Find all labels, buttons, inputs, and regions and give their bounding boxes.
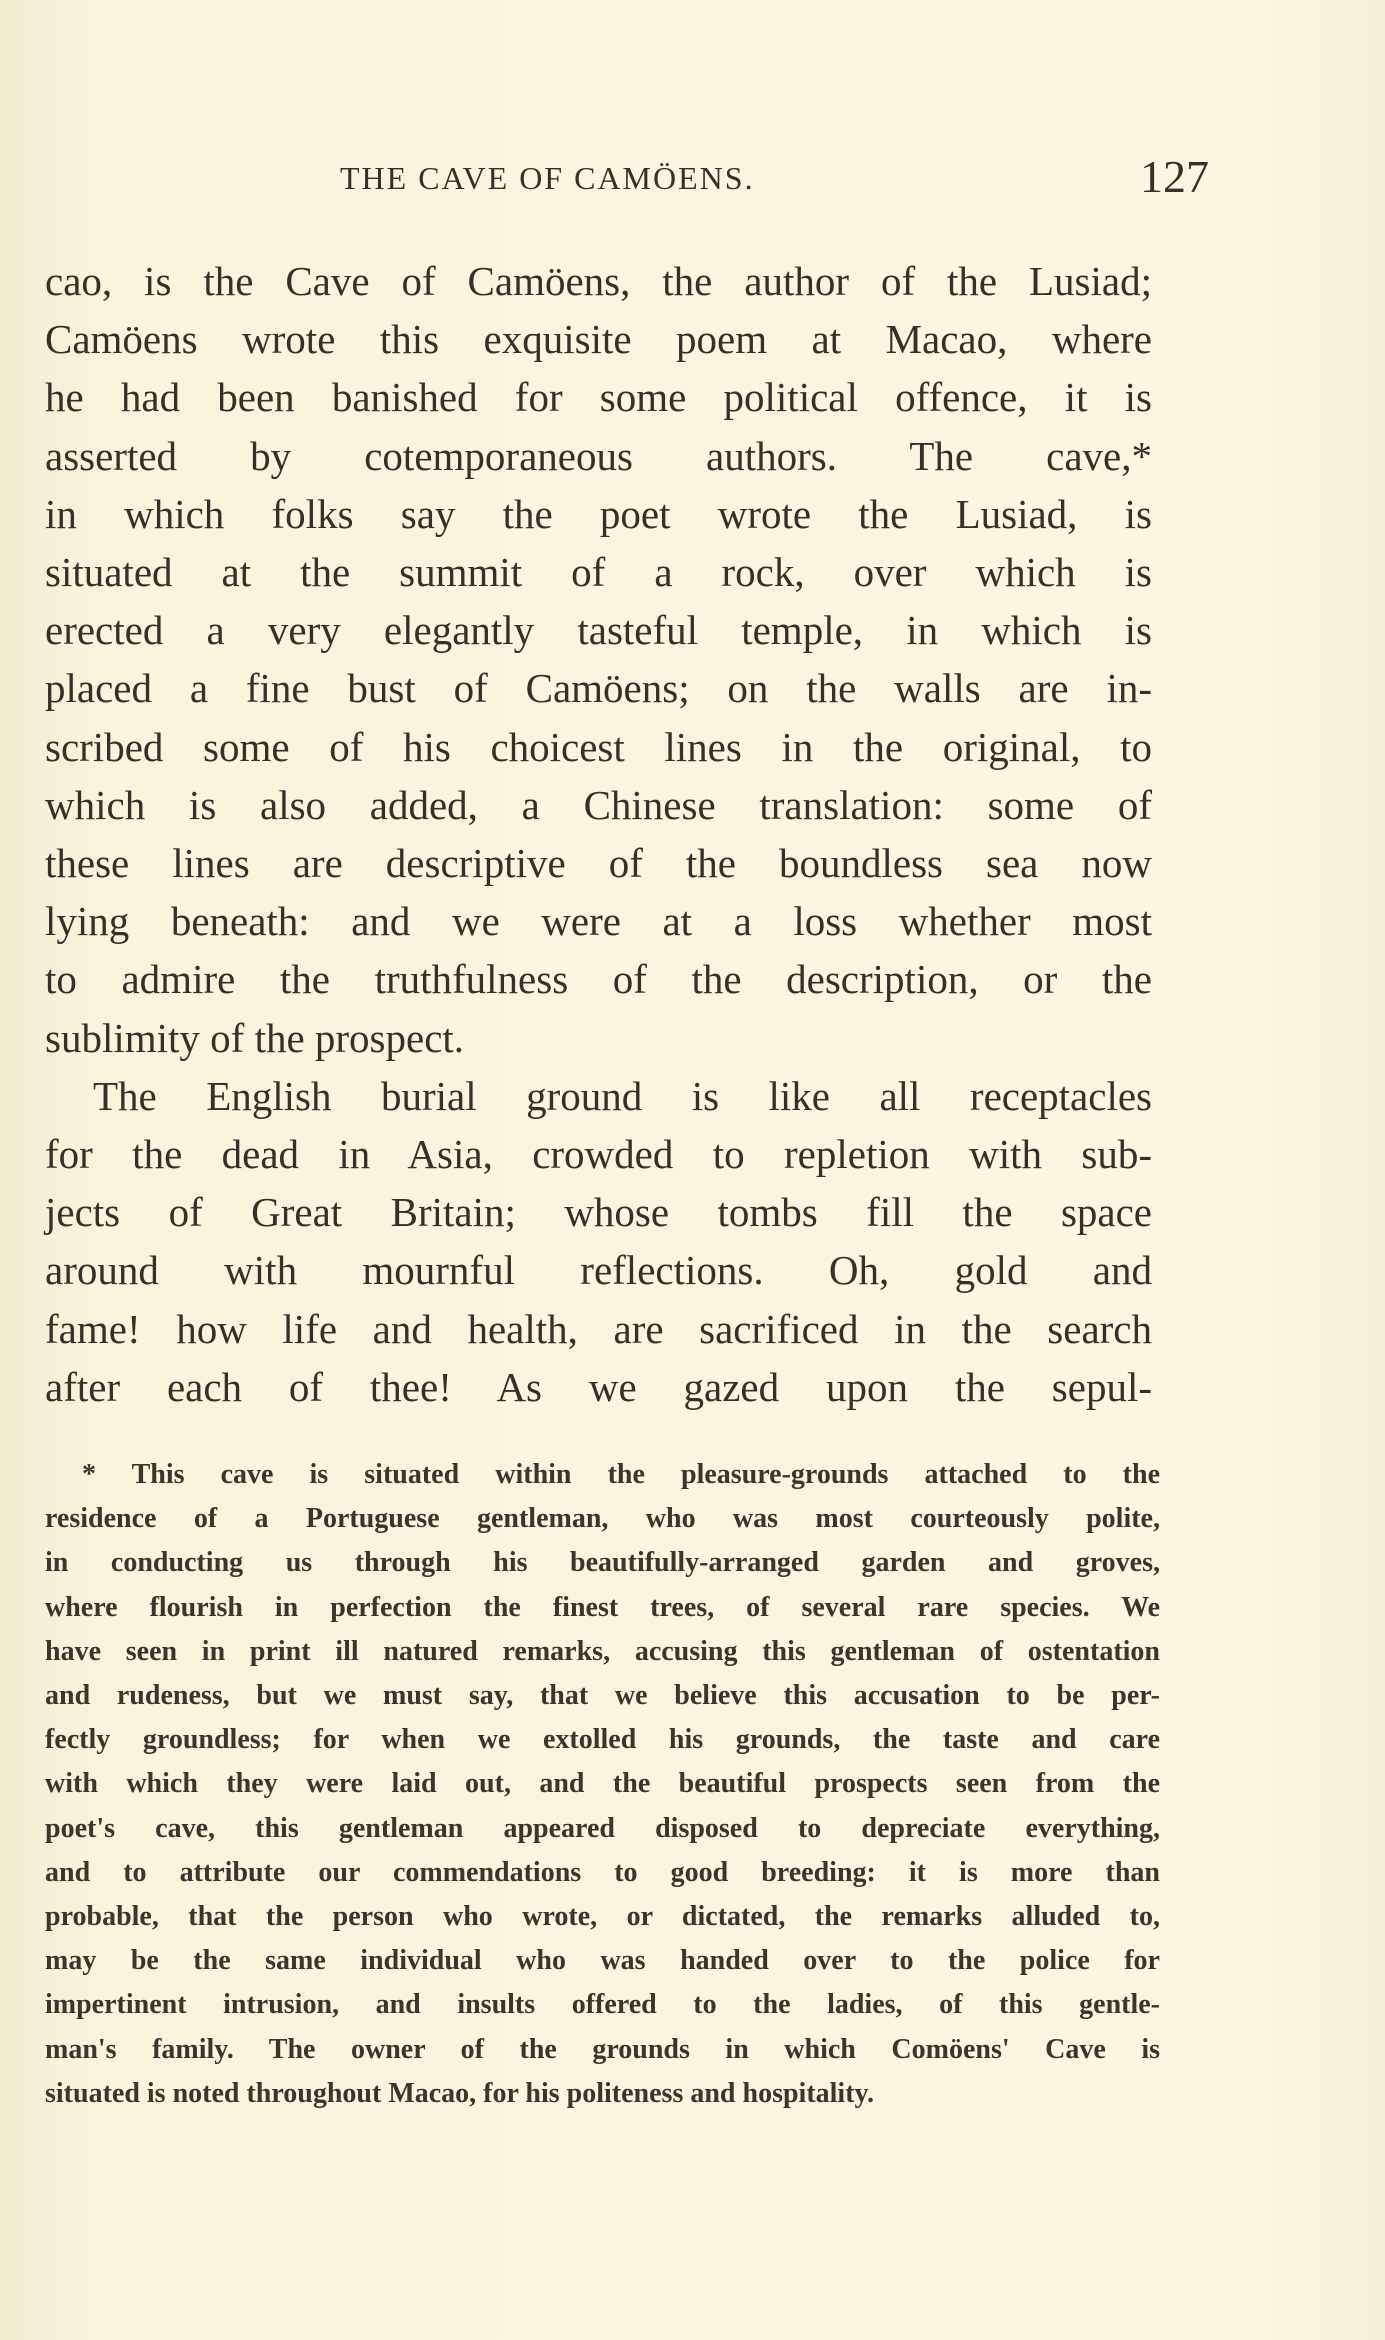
footnote-line: residence of a Portuguese gentleman, who was most courteously polite,	[45, 1503, 1160, 1535]
footnote-line: in conducting us through his beautifully-arranged garden and groves,	[45, 1547, 1160, 1579]
body-line: cao, is the Cave of Camöens, the author of the Lusiad;	[45, 258, 1152, 304]
footnote-line: fectly groundless; for when we extolled his grounds, the taste and care	[45, 1724, 1160, 1756]
footnote-line: impertinent intrusion, and insults offered to the ladies, of this gentle-	[45, 1989, 1160, 2021]
body-line: after each of thee! As we gazed upon the sepul-	[45, 1363, 1152, 1410]
body-line: scribed some of his choicest lines in the original, to	[45, 723, 1152, 770]
body-line: erected a very elegantly tasteful temple, in which is	[45, 607, 1152, 654]
footnote-line: with which they were laid out, and the beautiful prospects seen from the	[45, 1768, 1160, 1800]
body-line: fame! how life and health, are sacrificed in the search	[45, 1305, 1152, 1352]
body-line: to admire the truthfulness of the description, or the	[45, 956, 1152, 1003]
body-line: which is also added, a Chinese translation: some of	[45, 781, 1152, 828]
footnote-line: have seen in print ill natured remarks, accusing this gentleman of ostentation	[45, 1635, 1160, 1667]
body-line: these lines are descriptive of the boundless sea now	[45, 840, 1152, 886]
footnote-line: poet's cave, this gentleman appeared disposed to depreciate everything,	[45, 1812, 1160, 1844]
body-line: The English burial ground is like all receptacles	[93, 1072, 1152, 1119]
body-line: jects of Great Britain; whose tombs fill the space	[45, 1189, 1152, 1236]
body-line: lying beneath: and we were at a loss whether most	[45, 898, 1152, 945]
footnote-line: and rudeness, but we must say, that we believe this accusation to be per-	[45, 1680, 1160, 1711]
footnote-line: where flourish in perfection the finest trees, of several rare species. We	[45, 1591, 1160, 1623]
body-line: in which folks say the poet wrote the Lusiad, is	[45, 490, 1152, 537]
footnote-line: and to attribute our commendations to good breeding: it is more than	[45, 1856, 1160, 1888]
page-number: 127	[1140, 151, 1209, 202]
footnote-line: probable, that the person who wrote, or dictated, the remarks alluded to,	[45, 1901, 1160, 1932]
body-line: situated at the summit of a rock, over which is	[45, 549, 1152, 595]
footnote-line: man's family. The owner of the grounds in which Comöens' Cave is	[45, 2033, 1160, 2065]
body-line: placed a fine bust of Camöens; on the walls are in-	[45, 665, 1152, 712]
body-line: around with mournful reflections. Oh, gold and	[45, 1247, 1152, 1294]
body-line: asserted by cotemporaneous authors. The cave,*	[45, 432, 1152, 479]
running-head: THE CAVE OF CAMÖENS.	[340, 160, 755, 196]
footnote-line: * This cave is situated within the pleasure-grounds attached to the	[82, 1459, 1160, 1490]
body-line: Camöens wrote this exquisite poem at Macao, where	[45, 316, 1152, 363]
footnote-line: may be the same individual who was handed over to the police for	[45, 1945, 1160, 1977]
body-line: for the dead in Asia, crowded to repletion with sub-	[45, 1131, 1152, 1177]
footnote-line: situated is noted throughout Macao, for his politeness and hospitality.	[45, 2077, 874, 2109]
body-line: sublimity of the prospect.	[45, 1014, 465, 1061]
body-line: he had been banished for some political offence, it is	[45, 374, 1152, 421]
